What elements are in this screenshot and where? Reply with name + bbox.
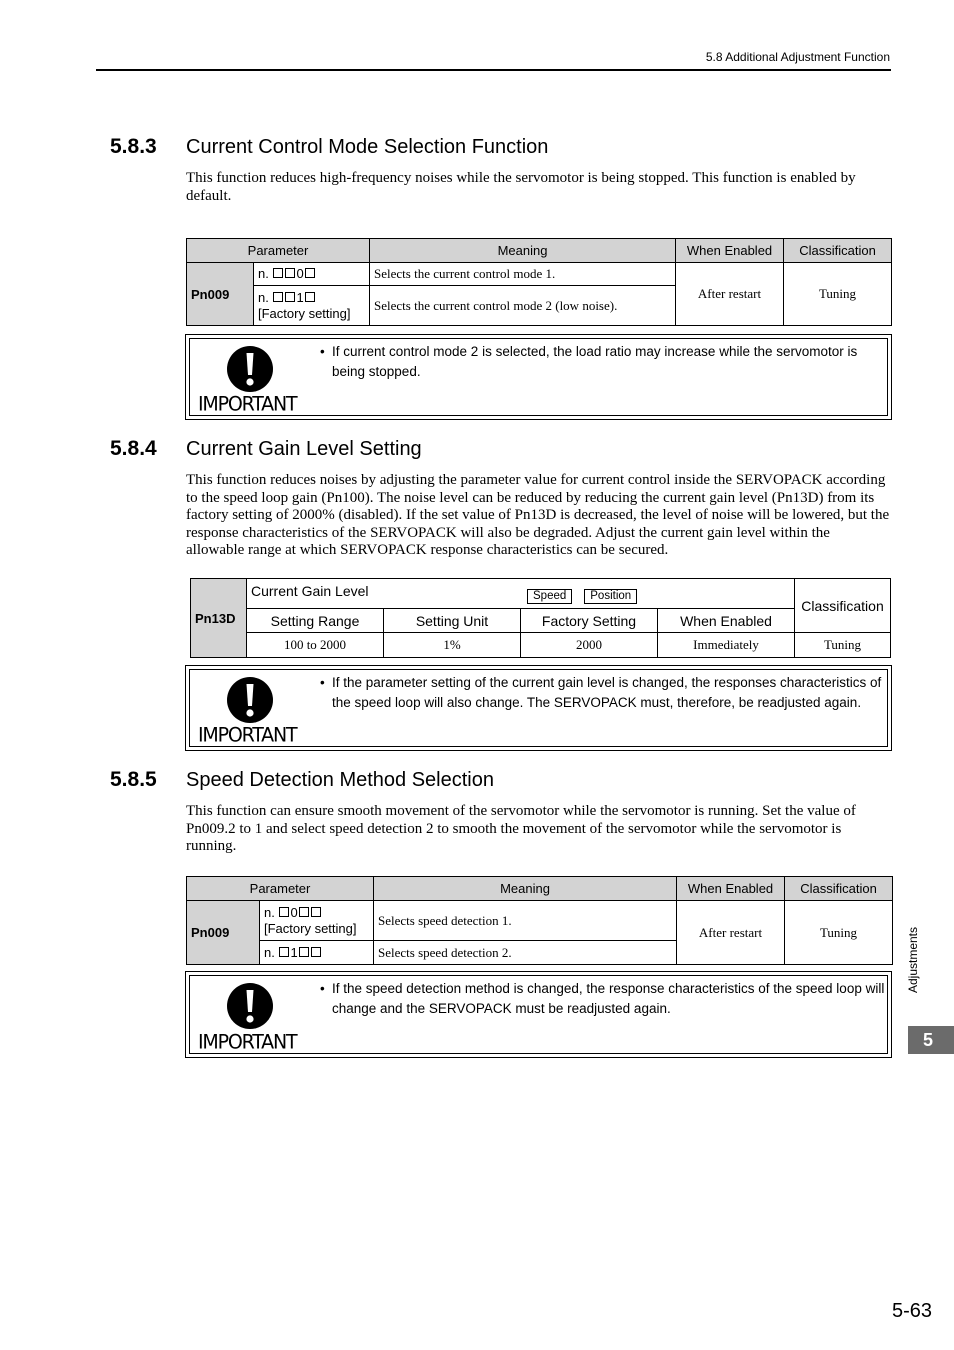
header-when-enabled: When Enabled <box>677 877 785 901</box>
setting-prefix: n. <box>258 266 273 281</box>
parameter-name: Current Gain Level <box>251 583 369 599</box>
when-enabled-cell: After restart <box>676 263 784 326</box>
important-label: IMPORTANT <box>198 723 297 747</box>
section-body: This function reduces high-frequency noises while the servomotor is being stopped. This function is enabled by default. <box>186 170 856 204</box>
digit-placeholder-icon <box>311 947 321 957</box>
important-box <box>185 971 892 1058</box>
parameter-number: Pn009 <box>187 901 260 965</box>
mode-tag-speed: Speed <box>527 589 572 604</box>
header-setting-unit: Setting Unit <box>384 609 521 633</box>
digit-placeholder-icon <box>285 268 295 278</box>
when-enabled-value: Immediately <box>658 633 795 658</box>
section-number: 5.8.4 <box>110 437 157 460</box>
section-title: Speed Detection Method Selection <box>186 769 494 791</box>
important-text: If the parameter setting of the current gain level is changed, the responses characteristics of the speed loop will also change. The SERVOPACK must, therefore, be readjusted again. <box>332 675 882 710</box>
important-box <box>185 665 892 751</box>
factory-setting-note: [Factory setting] <box>258 305 351 321</box>
exclamation-icon <box>226 676 274 724</box>
digit-placeholder-icon <box>279 907 289 917</box>
setting-digit: 0 <box>290 904 298 920</box>
header-meaning: Meaning <box>374 877 677 901</box>
bullet: • <box>320 344 325 359</box>
classification-value: Tuning <box>795 633 891 658</box>
classification-cell: Tuning <box>785 901 893 965</box>
digit-placeholder-icon <box>311 907 321 917</box>
section-number: 5.8.5 <box>110 768 157 791</box>
header-parameter: Parameter <box>187 239 370 263</box>
important-label: IMPORTANT <box>198 392 297 416</box>
factory-setting-note: [Factory setting] <box>264 920 357 936</box>
parameter-table <box>190 578 891 658</box>
parameter-table <box>186 238 892 326</box>
digit-placeholder-icon <box>305 292 315 302</box>
header-meaning: Meaning <box>370 239 676 263</box>
section-title: Current Control Mode Selection Function <box>186 136 549 158</box>
section-body: This function can ensure smooth movement of the servomotor while the servomotor is running. Set the value of Pn009.2 to 1 and select speed detection 2 to smooth the movement of the servomotor while the servomotor is running. <box>186 803 856 855</box>
side-tab-text: Adjustments <box>906 926 920 994</box>
header-classification: Classification <box>784 239 892 263</box>
exclamation-icon <box>226 982 274 1030</box>
header-when-enabled: When Enabled <box>676 239 784 263</box>
header-classification: Classification <box>785 877 893 901</box>
header-rule <box>96 69 891 71</box>
setting-value <box>260 901 374 941</box>
digit-placeholder-icon <box>279 947 289 957</box>
setting-prefix: n. <box>258 289 273 305</box>
digit-placeholder-icon <box>299 907 309 917</box>
setting-prefix: n. <box>264 904 279 920</box>
bullet: • <box>320 981 325 996</box>
header-factory-setting: Factory Setting <box>521 609 658 633</box>
section-body: This function reduces noises by adjusting the parameter value for current control inside the SERVOPACK according to the speed loop gain (Pn100). The noise level can be reduced by reducing the current gain level (Pn13D) from its factory setting of 2000% (disabled). If the set value of Pn13D is decreased, the level of noise will be lowered, but the response characteristics of the SERVOPACK will also be degraded. Adjust the current gain level within the allowable range at which SERVOPACK response characteristics can be secured. <box>186 472 890 559</box>
important-text: If the speed detection method is changed, the response characteristics of the speed loop will change and the SERVOPACK must be readjusted again. <box>332 981 885 1016</box>
when-enabled-cell: After restart <box>677 901 785 965</box>
setting-digit: 1 <box>290 944 298 960</box>
meaning-cell: Selects speed detection 1. <box>374 901 677 941</box>
mode-tag-position: Position <box>584 589 637 604</box>
header-parameter: Parameter <box>187 877 374 901</box>
meaning-cell: Selects the current control mode 1. <box>370 263 676 286</box>
parameter-name-cell <box>247 579 795 609</box>
setting-unit-value: 1% <box>384 633 521 658</box>
header-when-enabled: When Enabled <box>658 609 795 633</box>
running-header: 5.8 Additional Adjustment Function <box>705 50 890 64</box>
parameter-table <box>186 876 893 965</box>
parameter-number: Pn13D <box>191 579 247 658</box>
digit-placeholder-icon <box>305 268 315 278</box>
page-number: 5-63 <box>891 1300 932 1322</box>
important-label: IMPORTANT <box>198 1030 297 1054</box>
meaning-cell: Selects the current control mode 2 (low noise). <box>370 286 676 326</box>
header-setting-range: Setting Range <box>247 609 384 633</box>
setting-value <box>254 286 370 326</box>
setting-digit: 0 <box>296 266 304 281</box>
setting-value <box>260 941 374 965</box>
classification-header: Classification <box>795 579 891 633</box>
digit-placeholder-icon <box>273 292 283 302</box>
factory-setting-value: 2000 <box>521 633 658 658</box>
important-text: If current control mode 2 is selected, the load ratio may increase while the servomotor is being stopped. <box>332 344 858 379</box>
digit-placeholder-icon <box>299 947 309 957</box>
setting-prefix: n. <box>264 944 279 960</box>
exclamation-icon <box>226 345 274 393</box>
setting-value <box>254 263 370 286</box>
setting-range-value: 100 to 2000 <box>247 633 384 658</box>
digit-placeholder-icon <box>273 268 283 278</box>
classification-cell: Tuning <box>784 263 892 326</box>
digit-placeholder-icon <box>285 292 295 302</box>
section-number: 5.8.3 <box>110 135 157 158</box>
meaning-cell: Selects speed detection 2. <box>374 941 677 965</box>
bullet: • <box>320 675 325 690</box>
important-box <box>185 334 892 420</box>
parameter-number: Pn009 <box>187 263 254 326</box>
setting-digit: 1 <box>296 289 304 305</box>
chapter-tab: 5 <box>908 1026 954 1054</box>
section-title: Current Gain Level Setting <box>186 438 422 460</box>
